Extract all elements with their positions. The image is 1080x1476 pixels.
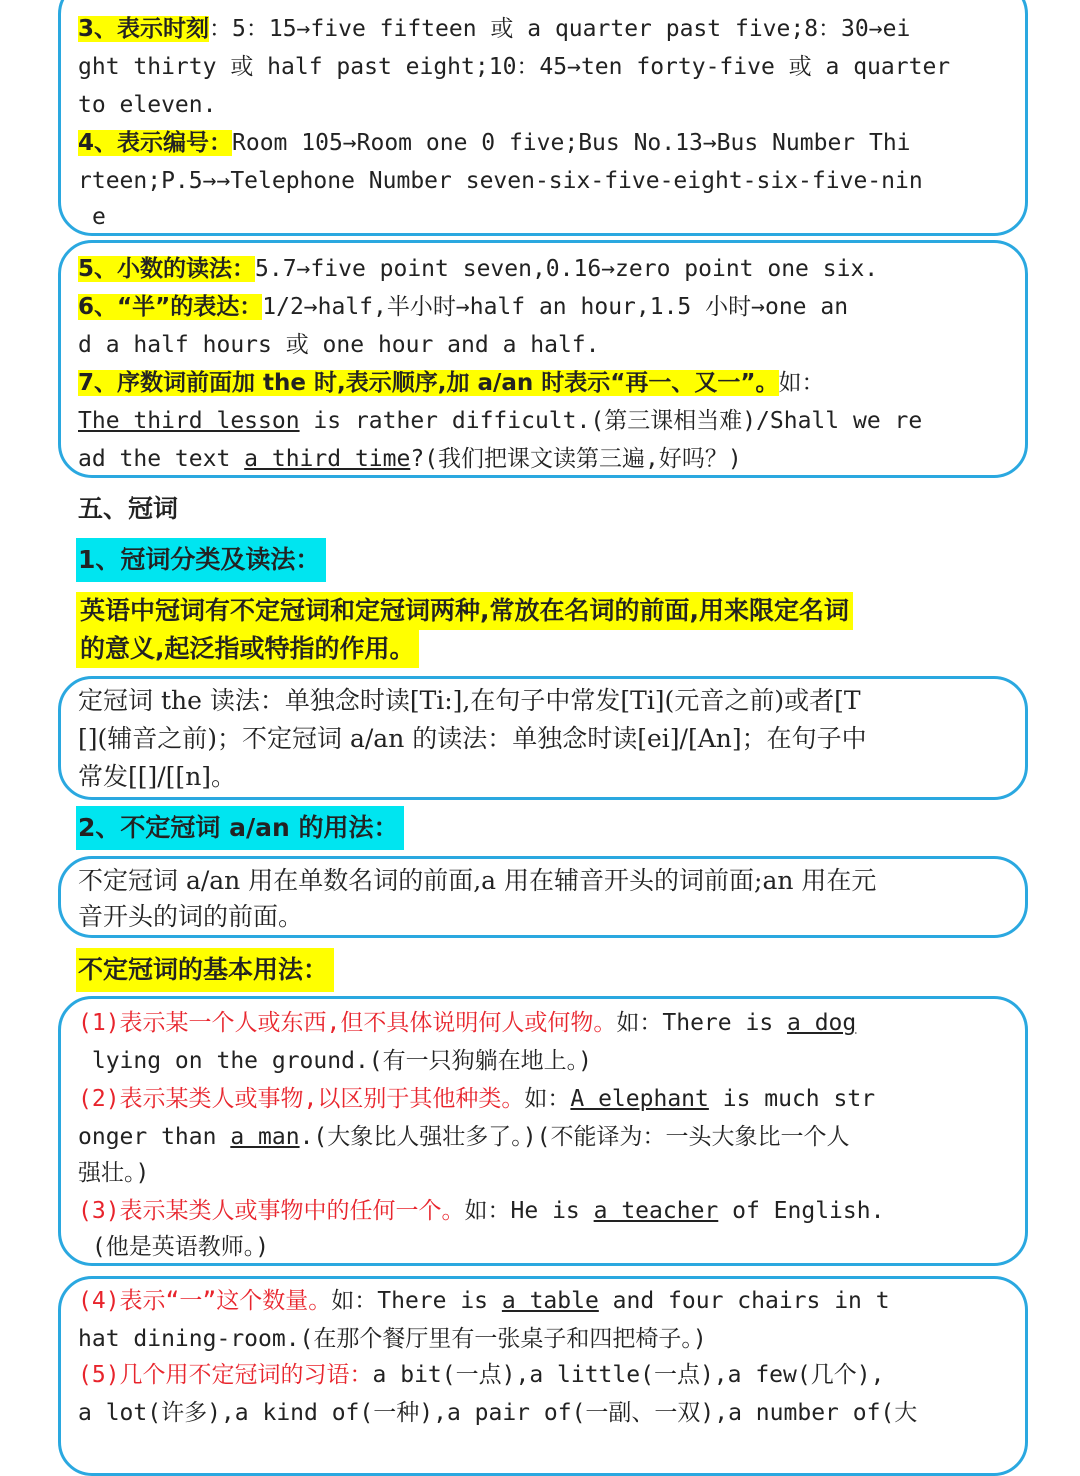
line: (5)几个用不定冠词的习语：a bit(一点),a little(一点),a few(几个), (78, 1362, 885, 1388)
label-highlight: 7、序数词前面加 the 时,表示顺序,加 a/an 时表示“再一、又一”。 (78, 370, 779, 396)
section-title: 五、冠词 (78, 494, 179, 523)
line: lying on the ground.(有一只狗躺在地上。) (78, 1048, 592, 1074)
label-highlight: 4、表示编号： (78, 130, 233, 156)
underlined-example: a dog (787, 1010, 857, 1036)
label-highlight: 5、小数的读法： (78, 256, 256, 282)
underlined-example: a man (230, 1124, 300, 1150)
usage-point: (4)表示“一”这个数量。 (78, 1288, 332, 1314)
line: hat dining-room.(在那个餐厅里有一张桌子和四把椅子。) (78, 1326, 707, 1352)
line: 7、序数词前面加 the 时,表示顺序,加 a/an 时表示“再一、又一”。如： (78, 370, 825, 396)
underlined-example: The third lesson (78, 408, 300, 434)
heading-indefinite-usage: 2、不定冠词 a/an 的用法： (76, 806, 404, 850)
line: 常发[[]/[[n]。 (78, 762, 237, 791)
heading-article-classification: 1、冠词分类及读法： (76, 538, 326, 582)
underlined-example: a teacher (593, 1198, 719, 1224)
line: The third lesson is rather difficult.(第三课相当难)/Shall we re (78, 408, 923, 434)
line: onger than a man.(大象比人强壮多了。)(不能译为：一头大象比一个人 (78, 1124, 850, 1150)
line: 5、小数的读法：5.7→five point seven,0.16→zero point one six. (78, 256, 879, 282)
line: e (92, 204, 106, 230)
line: a lot(许多),a kind of(一种),a pair of(一副、一双),a number of(大 (78, 1400, 918, 1426)
underlined-example: a third time (244, 446, 411, 472)
line: (2)表示某类人或事物,以区别于其他种类。如：A elephant is much str (78, 1086, 876, 1112)
line: 不定冠词 a/an 用在单数名词的前面,a 用在辅音开头的词前面;an 用在元 (78, 866, 877, 895)
line: rteen;P.5→→Telephone Number seven-six-five-eight-six-five-nin (78, 168, 923, 194)
usage-point: (3)表示某类人或事物中的任何一个。 (78, 1198, 465, 1224)
line: 强壮。) (78, 1160, 150, 1186)
line: [](辅音之前)；不定冠词 a/an 的读法：单独念时读[ei]/[An]；在句子中 (78, 724, 867, 753)
line: 6、“半”的表达：1/2→half,半小时→half an hour,1.5 小时→one an (78, 294, 849, 320)
usage-point: (1)表示某一个人或东西,但不具体说明何人或何物。 (78, 1010, 617, 1036)
line: (4)表示“一”这个数量。如：There is a table and four chairs in t (78, 1288, 890, 1314)
line: ght thirty 或 half past eight;10：45→ten forty-five 或 a quarter (78, 54, 951, 80)
line: (他是英语教师。) (78, 1234, 270, 1260)
underlined-example: A elephant (570, 1086, 709, 1112)
line: 音开头的词的前面。 (78, 902, 304, 931)
line: (3)表示某类人或事物中的任何一个。如：He is a teacher of English. (78, 1198, 885, 1224)
heading-basic-usage: 不定冠词的基本用法： (76, 948, 334, 992)
line: to eleven. (78, 92, 217, 118)
label-highlight: 6、“半”的表达： (78, 294, 263, 320)
line: 定冠词 the 读法：单独念时读[Ti:],在句子中常发[Ti](元音之前)或者[T (78, 686, 861, 715)
label-highlight: 3、表示时刻 (78, 16, 210, 42)
line: 3、表示时刻：5：15→five fifteen 或 a quarter past five;8：30→ei (78, 16, 911, 42)
underlined-example: a table (501, 1288, 599, 1314)
line: 4、表示编号：Room 105→Room one 0 five;Bus No.13→Bus Number Thi (78, 130, 911, 156)
line: d a half hours 或 one hour and a half. (78, 332, 600, 358)
line: ad the text a third time?(我们把课文读第三遍,好吗？) (78, 446, 742, 472)
usage-point: (5)几个用不定冠词的习语： (78, 1362, 373, 1388)
intro-line: 英语中冠词有不定冠词和定冠词两种,常放在名词的前面,用来限定名词 (76, 592, 853, 630)
intro-line: 的意义,起泛指或特指的作用。 (76, 630, 419, 668)
usage-point: (2)表示某类人或事物,以区别于其他种类。 (78, 1086, 525, 1112)
line: (1)表示某一个人或东西,但不具体说明何人或何物。如：There is a dog (78, 1010, 857, 1036)
